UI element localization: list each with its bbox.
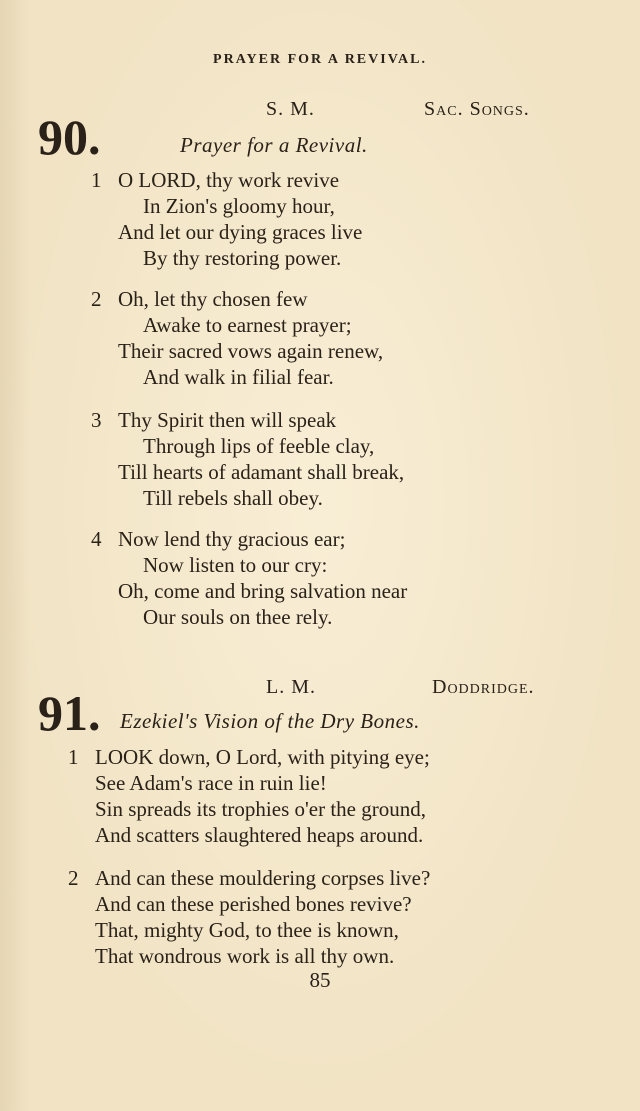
- hymn-number: 91.: [38, 685, 101, 741]
- verse-line: By thy restoring power.: [143, 246, 342, 270]
- stanza-number: 3: [91, 408, 102, 432]
- verse-line: Oh, let thy chosen few: [118, 287, 308, 311]
- hymn-meter: L. M.: [266, 676, 316, 698]
- running-head: PRAYER FOR A REVIVAL.: [213, 52, 427, 67]
- stanza-number: 2: [68, 866, 79, 890]
- hymn-source: Sac. Songs.: [424, 98, 530, 120]
- verse-line: Till rebels shall obey.: [143, 486, 323, 510]
- page-number: 85: [309, 968, 331, 992]
- verse-line: Now lend thy gracious ear;: [118, 527, 346, 551]
- hymn-title: Ezekiel's Vision of the Dry Bones.: [120, 709, 420, 733]
- verse-line: In Zion's gloomy hour,: [143, 194, 335, 218]
- hymn-source: Doddridge.: [432, 676, 535, 698]
- hymn-number: 90.: [38, 109, 101, 165]
- verse-line: And scatters slaughtered heaps around.: [95, 823, 424, 847]
- verse-line: Their sacred vows again renew,: [118, 339, 384, 363]
- verse-line: Thy Spirit then will speak: [118, 408, 337, 432]
- stanza-number: 1: [68, 745, 79, 769]
- verse-line: Awake to earnest prayer;: [143, 313, 352, 337]
- verse-line: O LORD, thy work revive: [118, 168, 340, 192]
- verse-line: Till hearts of adamant shall break,: [118, 460, 405, 484]
- verse-line: Now listen to our cry:: [143, 553, 328, 577]
- hymn-title: Prayer for a Revival.: [180, 133, 368, 157]
- verse-line: And can these perished bones revive?: [95, 892, 412, 916]
- verse-line: And let our dying graces live: [118, 220, 363, 244]
- verse-line: Our souls on thee rely.: [143, 605, 333, 629]
- verse-line: Oh, come and bring salvation near: [118, 579, 408, 603]
- verse-line: That, mighty God, to thee is known,: [95, 918, 399, 942]
- verse-line: LOOK down, O Lord, with pitying eye;: [95, 745, 430, 769]
- verse-line: And can these mouldering corpses live?: [95, 866, 431, 890]
- verse-line: Through lips of feeble clay,: [143, 434, 375, 458]
- stanza-number: 2: [91, 287, 102, 311]
- stanza-number: 1: [91, 168, 102, 192]
- hymn-meter: S. M.: [266, 98, 315, 120]
- verse-line: And walk in filial fear.: [143, 365, 334, 389]
- stanza-number: 4: [91, 527, 102, 551]
- verse-line: Sin spreads its trophies o'er the ground,: [95, 797, 426, 821]
- verse-line: That wondrous work is all thy own.: [95, 944, 395, 968]
- verse-line: See Adam's race in ruin lie!: [95, 771, 327, 795]
